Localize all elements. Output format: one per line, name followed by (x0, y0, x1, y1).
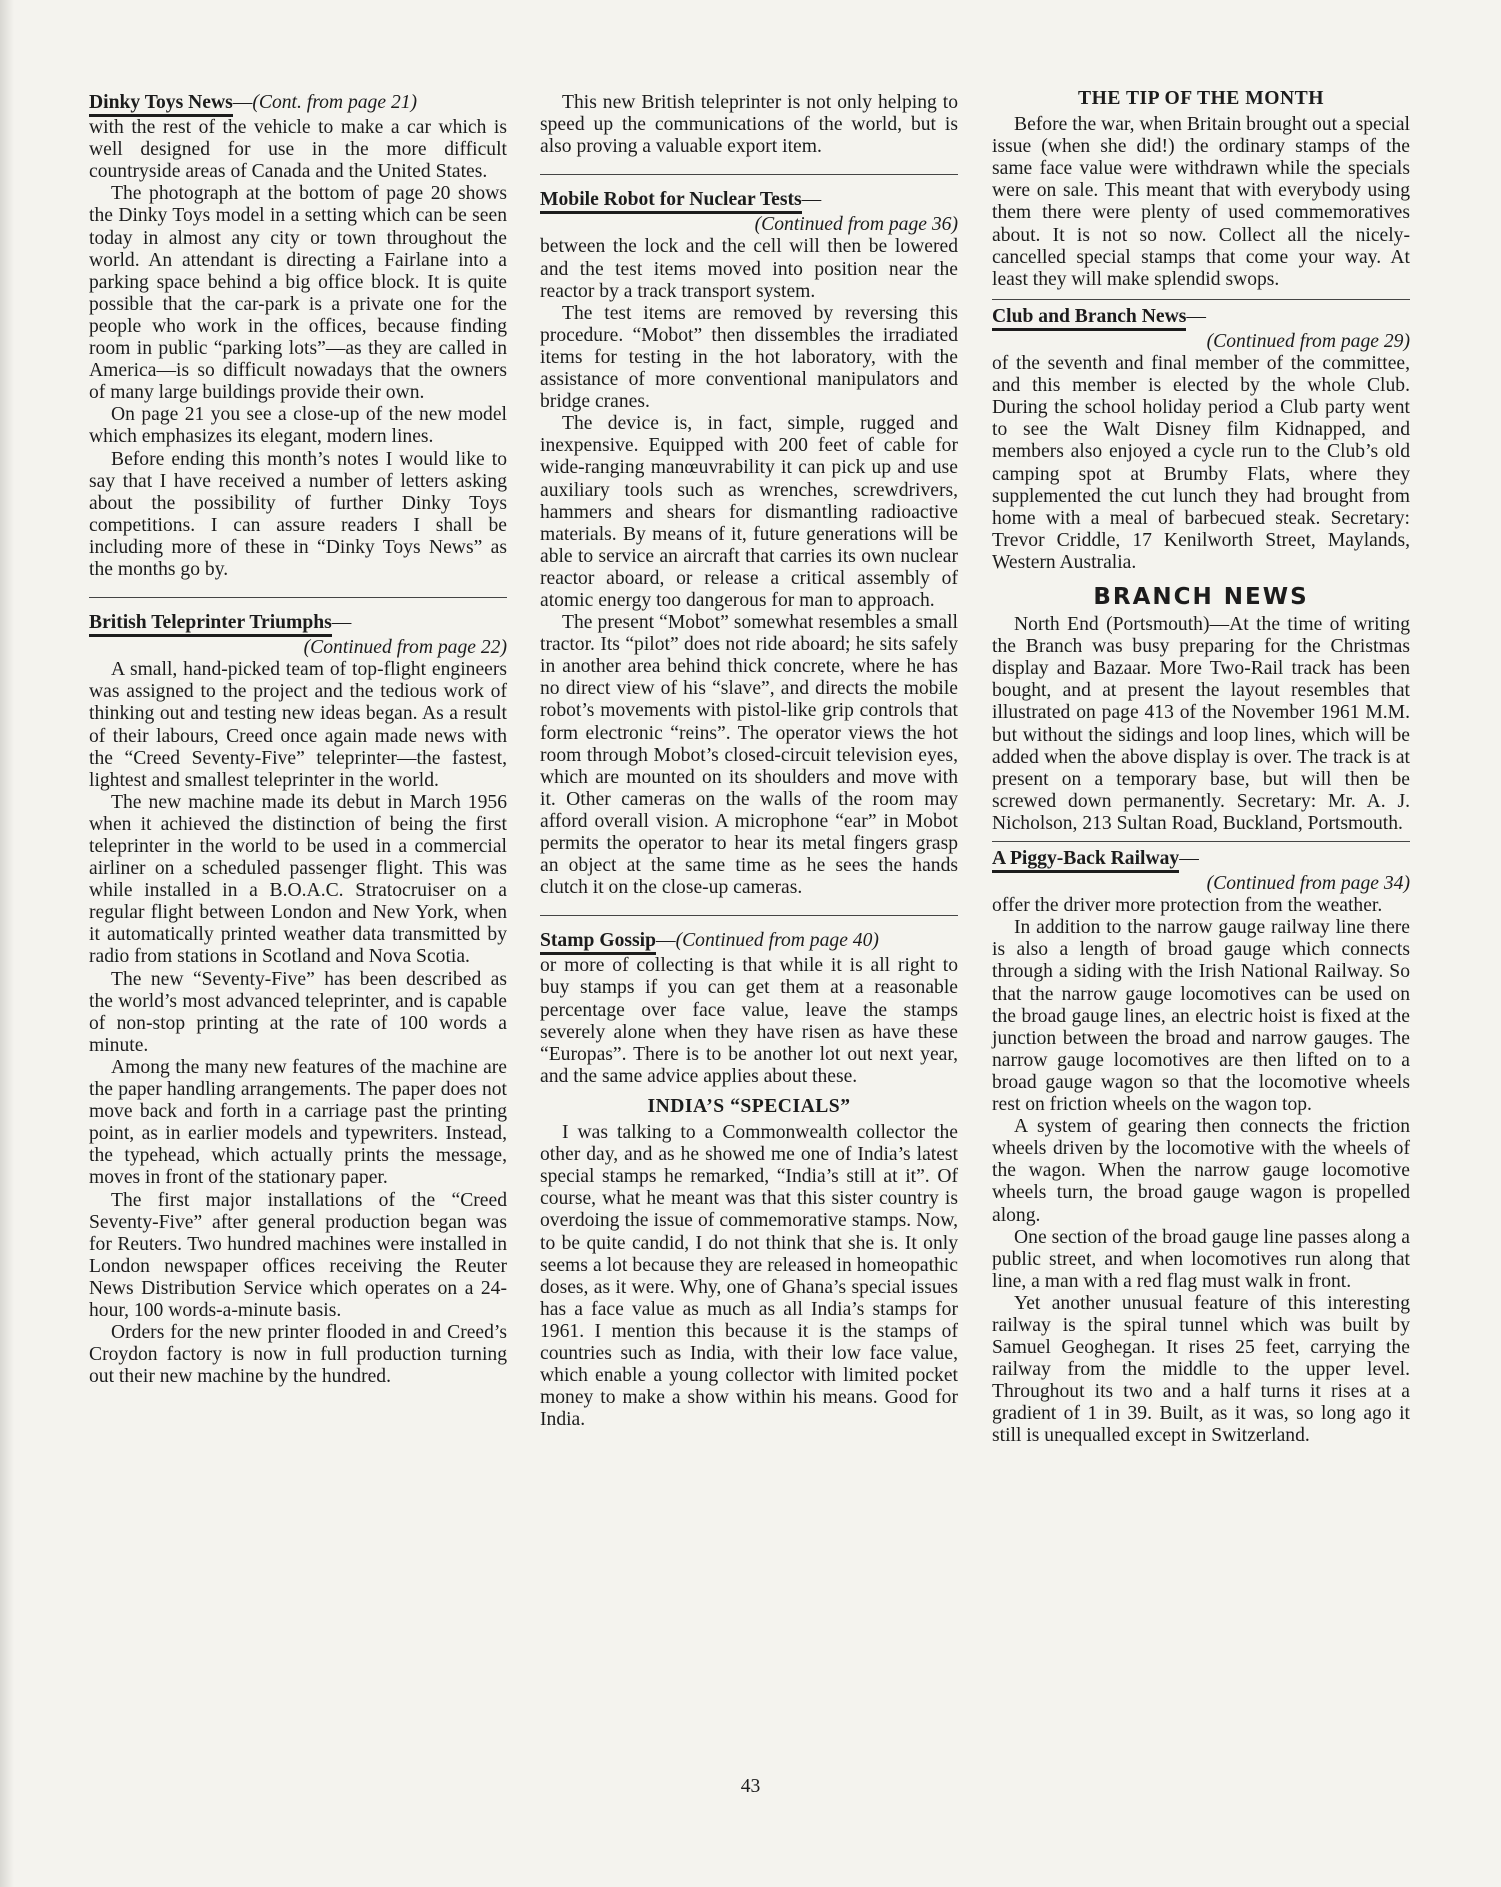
dinky-paragraph-1: with the rest of the vehicle to make a car which is well designed for use in the more difficult countryside areas of Canada and the United States. (89, 117, 507, 183)
mobot-paragraph-4: The present “Mobot” somewhat resembles a small tractor. Its “pilot” does not ride aboard; he sits safely in another area behind thick concrete, where he has no direct view of his “slave”, and directs the mobile robot’s movements with pistol-like grip controls that form electronic “reins”. The operator views the hot room through Mobot’s closed-circuit television eyes, which are mounted on its shoulders and move with it. Other cameras on the walls of the room may afford overall vision. A microphone “ear” in Mobot permits the operator to hear its metal fingers grasp an object at the same time as he sees the hands clutch it on the close-up cameras. (540, 612, 958, 899)
dinky-toys-header: Dinky Toys News—(Cont. from page 21) (89, 92, 507, 117)
teleprinter-paragraph-4: Among the many new features of the machine are the paper handling arrangements. The paper does not move back and forth in a carriage past the printing point, as in earlier models and typewriters. Instead, the typehead, which actually prints the message, moves in front of the stationary paper. (89, 1056, 507, 1189)
mobot-title: Mobile Robot for Nuclear Tests (540, 189, 802, 214)
tip-of-month-heading: THE TIP OF THE MONTH (1078, 88, 1324, 109)
column-1 (89, 92, 507, 1388)
dinky-toys-continued: (Cont. from page 21) (252, 92, 418, 113)
teleprinter-title: British Teleprinter Triumphs (89, 612, 332, 637)
mobot-paragraph-2: The test items are removed by reversing this procedure. “Mobot” then dissembles the irradiated items for testing in the hot laboratory, with the assistance of more conventional manipulators and bridge cranes. (540, 302, 958, 413)
section-divider (540, 174, 958, 175)
stamp-gossip-header: Stamp Gossip—(Continued from page 40) (540, 930, 958, 955)
teleprinter-paragraph-1: A small, hand-picked team of top-flight engineers was assigned to the project and the tedious work of thinking out and testing new ideas began. As a result of their labours, Creed once again made news with the “Creed Seventy-Five” teleprinter—the fastest, lightest and smallest teleprinter in the world. (89, 659, 507, 791)
stamp-paragraph-1: or more of collecting is that while it is all right to buy stamps if you can get them at a reasonable percentage over face value, leave the stamps severely alone when they have risen as have these “Europas”. There is to be another lot out next year, and the same advice applies about these. (540, 955, 958, 1087)
column-2 (540, 92, 958, 1431)
teleprinter-paragraph-3: The new “Seventy-Five” has been described as the world’s most advanced teleprinter, and is capable of non-stop printing at the rate of 100 words a minute. (89, 968, 507, 1056)
branch-news-heading: BRANCH NEWS (1093, 583, 1309, 610)
mobot-header: Mobile Robot for Nuclear Tests— (540, 189, 958, 214)
club-news-continued: (Continued from page 29) (1206, 330, 1410, 352)
piggy-paragraph-4: One section of the broad gauge line passes along a public street, and when locomotives run along that line, a man with a red flag must walk in front. (992, 1226, 1410, 1292)
section-divider (540, 915, 958, 916)
section-divider (992, 299, 1410, 300)
teleprinter-continued: (Continued from page 22) (303, 637, 507, 659)
dinky-paragraph-2: The photograph at the bottom of page 20 shows the Dinky Toys model in a setting which can be seen today in almost any city or town throughout the world. An attendant is directing a Fairlane into a parking space behind a big office block. It is quite possible that the car-park is a private one for the people who work in the offices, because finding room in public “parking lots”—as they are called in America—is so difficult nowadays that the owners of many large buildings provide their own. (89, 183, 507, 404)
piggy-paragraph-1: offer the driver more protection from the weather. (992, 895, 1383, 917)
piggy-back-title: A Piggy-Back Railway (992, 848, 1179, 873)
dinky-paragraph-3: On page 21 you see a close-up of the new model which emphasizes its elegant, modern lines. (89, 404, 507, 448)
teleprinter-end-paragraph: This new British teleprinter is not only helping to speed up the communications of the world, but is also proving a valuable export item. (540, 92, 958, 158)
club-news-header: Club and Branch News— (992, 306, 1410, 331)
column-3 (992, 88, 1410, 1448)
india-specials-heading: INDIA’S “SPECIALS” (647, 1095, 851, 1117)
page-number: 43 (740, 1776, 761, 1797)
section-divider (992, 841, 1410, 842)
club-paragraph: of the seventh and final member of the committee, and this member is elected by the whole Club. During the school holiday period a Club party went to see the Walt Disney film Kidnapped, and members also enjoyed a cycle run to the Club’s old camping spot at Brumby Flats, where they supplemented the cut lunch they had brought from home with a meal of barbecued steak. Secretary: Trevor Criddle, 17 Kenilworth Street, Maylands, Western Australia. (992, 353, 1410, 573)
section-divider (89, 597, 507, 598)
piggy-back-header: A Piggy-Back Railway— (992, 848, 1410, 873)
stamp-paragraph-2: I was talking to a Commonwealth collector the other day, and as he showed me one of India’s latest special stamps he remarked, “India’s still at it”. Of course, what he meant was that this sister country is overdoing the issue of commemorative stamps. Now, to be quite candid, I do not think that she is. It only seems a lot because they are released in homeopathic doses, as it were. Why, one of Ghana’s special issues has a face value as much as all India’s stamps for 1961. I mention this because it is the stamps of countries such as India, with their low face value, which enable a young collector with limited pocket money to make a show within his means. Good for India. (540, 1122, 958, 1431)
dinky-paragraph-4: Before ending this month’s notes I would like to say that I have received a number of letters asking about the possibility of further Dinky Toys competitions. I can assure readers I shall be including more of these in “Dinky Toys News” as the months go by. (89, 448, 507, 580)
piggy-paragraph-5: Yet another unusual feature of this interesting railway is the spiral tunnel which was built by Samuel Geoghegan. It rises 25 feet, carrying the railway from the middle to the upper level. Throughout its two and a half turns it rises at a gradient of 1 in 39. Built, as it was, so long ago it still is unequalled except in Switzerland. (992, 1292, 1410, 1447)
stamp-gossip-title: Stamp Gossip (540, 930, 656, 955)
branch-paragraph: North End (Portsmouth)—At the time of writing the Branch was busy preparing for the Christmas display and Bazaar. More Two-Rail track has been bought, and at present the layout resembles that illustrated on page 413 of the November 1961 M.M. but without the sidings and loop lines, which will be added when the above display is over. The track is at present on a temporary base, but will then be screwed down permanently. Secretary: Mr. A. J. Nicholson, 213 Sultan Road, Buckland, Portsmouth. (992, 614, 1410, 834)
mobot-continued: (Continued from page 36) (754, 214, 958, 236)
club-news-title: Club and Branch News (992, 306, 1186, 331)
teleprinter-header: British Teleprinter Triumphs— (89, 612, 507, 637)
teleprinter-paragraph-5: The first major installations of the “Creed Seventy-Five” after general production began was for Reuters. Two hundred machines were installed in London newspaper offices receiving the Reuter News Distribution Service which operates on a 24-hour, 100 words-a-minute basis. (89, 1189, 507, 1321)
piggy-back-continued: (Continued from page 34) (1206, 873, 1410, 895)
tip-paragraph: Before the war, when Britain brought out a special issue (when she did!) the ordinary stamps of the same face value were withdrawn while the specials were on sale. This meant that with everybody using them there were plenty of used commemoratives about. It is not so now. Collect all the nicely-cancelled special stamps that come your way. At least they will make splendid swops. (992, 114, 1410, 290)
mobot-paragraph-1: between the lock and the cell will then be lowered and the test items moved into position near the reactor by a track transport system. (540, 236, 958, 302)
piggy-paragraph-2: In addition to the narrow gauge railway line there is also a length of broad gauge which connects through a siding with the Irish National Railway. So that the narrow gauge locomotives can be used on the broad gauge lines, an electric hoist is fixed at the junction between the broad and narrow gauges. The narrow gauge locomotives are then lifted on to a broad gauge wagon so that the locomotive wheels rest on friction wheels on the wagon top. (992, 917, 1410, 1116)
page-edge-shadow (0, 0, 14, 1887)
teleprinter-paragraph-2: The new machine made its debut in March 1956 when it achieved the distinction of being the first teleprinter in the world to be used in a commercial airliner on a scheduled passenger flight. This was while installed in a B.O.A.C. Stratocruiser on a regular flight between London and New York, when it automatically printed weather data transmitted by radio from stations in Scotland and Nova Scotia. (89, 791, 507, 968)
mobot-paragraph-3: The device is, in fact, simple, rugged and inexpensive. Equipped with 200 feet of cable for wide-ranging manœuvrability it can pick up and use auxiliary tools such as wrenches, screwdrivers, hammers and shears for dismantling radioactive materials. By means of it, future generations will be able to service an aircraft that carries its own nuclear reactor aboard, or release a critical assembly of atomic energy too dangerous for man to approach. (540, 413, 958, 611)
dinky-toys-title: Dinky Toys News (89, 92, 233, 117)
teleprinter-paragraph-6: Orders for the new printer flooded in and Creed’s Croydon factory is now in full production turning out their new machine by the hundred. (89, 1322, 507, 1388)
stamp-gossip-continued: (Continued from page 40) (675, 930, 879, 952)
piggy-paragraph-3: A system of gearing then connects the friction wheels driven by the locomotive with the wheels of the wagon. When the narrow gauge locomotive wheels turn, the broad gauge wagon is propelled along. (992, 1116, 1410, 1226)
